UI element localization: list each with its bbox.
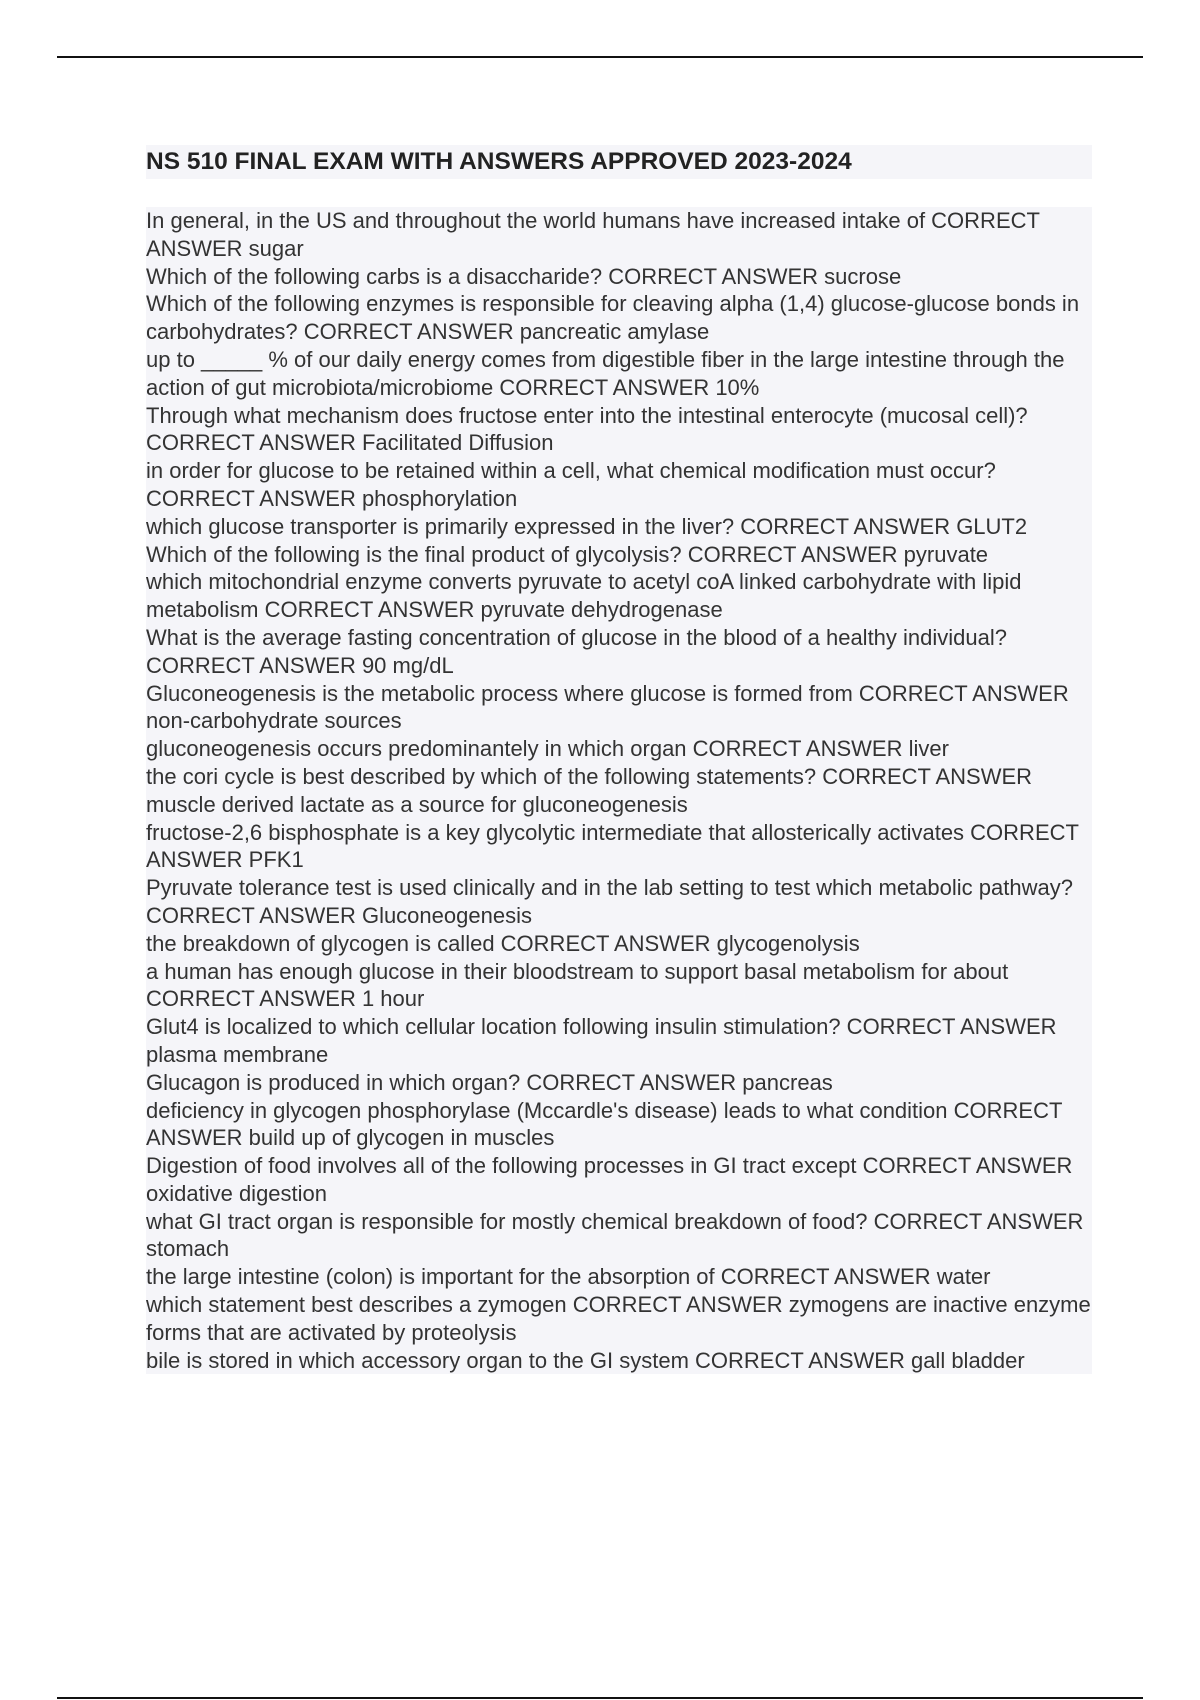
qa-item: Pyruvate tolerance test is used clinically and in the lab setting to test which metabolic pathway? CORRECT ANSWER Gluconeogenesis [146, 875, 1073, 928]
header-rule [57, 56, 1143, 58]
qa-item: what GI tract organ is responsible for mostly chemical breakdown of food? CORRECT ANSWER stomach [146, 1208, 1084, 1262]
qa-item: Which of the following carbs is a disaccharide? CORRECT ANSWER sucrose [146, 263, 902, 289]
qa-item: the large intestine (colon) is important for the absorption of CORRECT ANSWER water [146, 1264, 991, 1290]
qa-item: which statement best describes a zymogen CORRECT ANSWER zymogens are inactive enzyme forms that are activated by proteolysis [146, 1292, 1091, 1345]
qa-item: the breakdown of glycogen is called CORRECT ANSWER glycogenolysis [146, 930, 860, 956]
document-title: NS 510 FINAL EXAM WITH ANSWERS APPROVED 2023-2024 [146, 145, 1092, 179]
qa-item: Which of the following is the final product of glycolysis? CORRECT ANSWER pyruvate [146, 541, 989, 567]
qa-item: In general, in the US and throughout the world humans have increased intake of CORRECT ANSWER sugar [146, 208, 1040, 261]
qa-item: Which of the following enzymes is responsible for cleaving alpha (1,4) glucose-glucose bonds in carbohydrates? CORRECT ANSWER pancreatic amylase [146, 291, 1080, 345]
qa-item: a human has enough glucose in their bloodstream to support basal metabolism for about CORRECT ANSWER 1 hour [146, 958, 1009, 1012]
qa-item: bile is stored in which accessory organ to the GI system CORRECT ANSWER gall bladder [146, 1347, 1025, 1373]
qa-item: which glucose transporter is primarily expressed in the liver? CORRECT ANSWER GLUT2 [146, 513, 1028, 539]
qa-item: deficiency in glycogen phosphorylase (Mccardle's disease) leads to what condition CORRECT ANSWER build up of glycogen in muscles [146, 1097, 1063, 1151]
qa-item: the cori cycle is best described by which of the following statements? CORRECT ANSWER muscle derived lactate as a source for gluconeogenesis [146, 763, 1033, 817]
document-body [146, 145, 1092, 1374]
qa-item: gluconeogenesis occurs predominantely in which organ CORRECT ANSWER liver [146, 736, 949, 762]
qa-item: Gluconeogenesis is the metabolic process where glucose is formed from CORRECT ANSWER non-carbohydrate sources [146, 680, 1069, 734]
question-answer-list [146, 207, 1092, 1374]
qa-item: Glucagon is produced in which organ? CORRECT ANSWER pancreas [146, 1069, 833, 1095]
qa-item: which mitochondrial enzyme converts pyruvate to acetyl coA linked carbohydrate with lipid metabolism CORRECT ANSWER pyruvate dehydrogenase [146, 569, 1022, 623]
footer-rule [57, 1697, 1143, 1699]
qa-item: Glut4 is localized to which cellular location following insulin stimulation? CORRECT ANSWER plasma membrane [146, 1014, 1057, 1067]
qa-item: Through what mechanism does fructose enter into the intestinal enterocyte (mucosal cell)? CORRECT ANSWER Facilitated Diffusion [146, 402, 1028, 456]
qa-item: fructose-2,6 bisphosphate is a key glycolytic intermediate that allosterically activates CORRECT ANSWER PFK1 [146, 819, 1079, 873]
qa-item: up to _____ % of our daily energy comes from digestible fiber in the large intestine through the action of gut microbiota/microbiome CORRECT ANSWER 10% [146, 346, 1065, 400]
qa-item: What is the average fasting concentration of glucose in the blood of a healthy individual? CORRECT ANSWER 90 mg/dL [146, 624, 1007, 678]
qa-item: in order for glucose to be retained within a cell, what chemical modification must occur? CORRECT ANSWER phosphorylation [146, 458, 996, 511]
qa-item: Digestion of food involves all of the following processes in GI tract except CORRECT ANSWER oxidative digestion [146, 1153, 1073, 1206]
